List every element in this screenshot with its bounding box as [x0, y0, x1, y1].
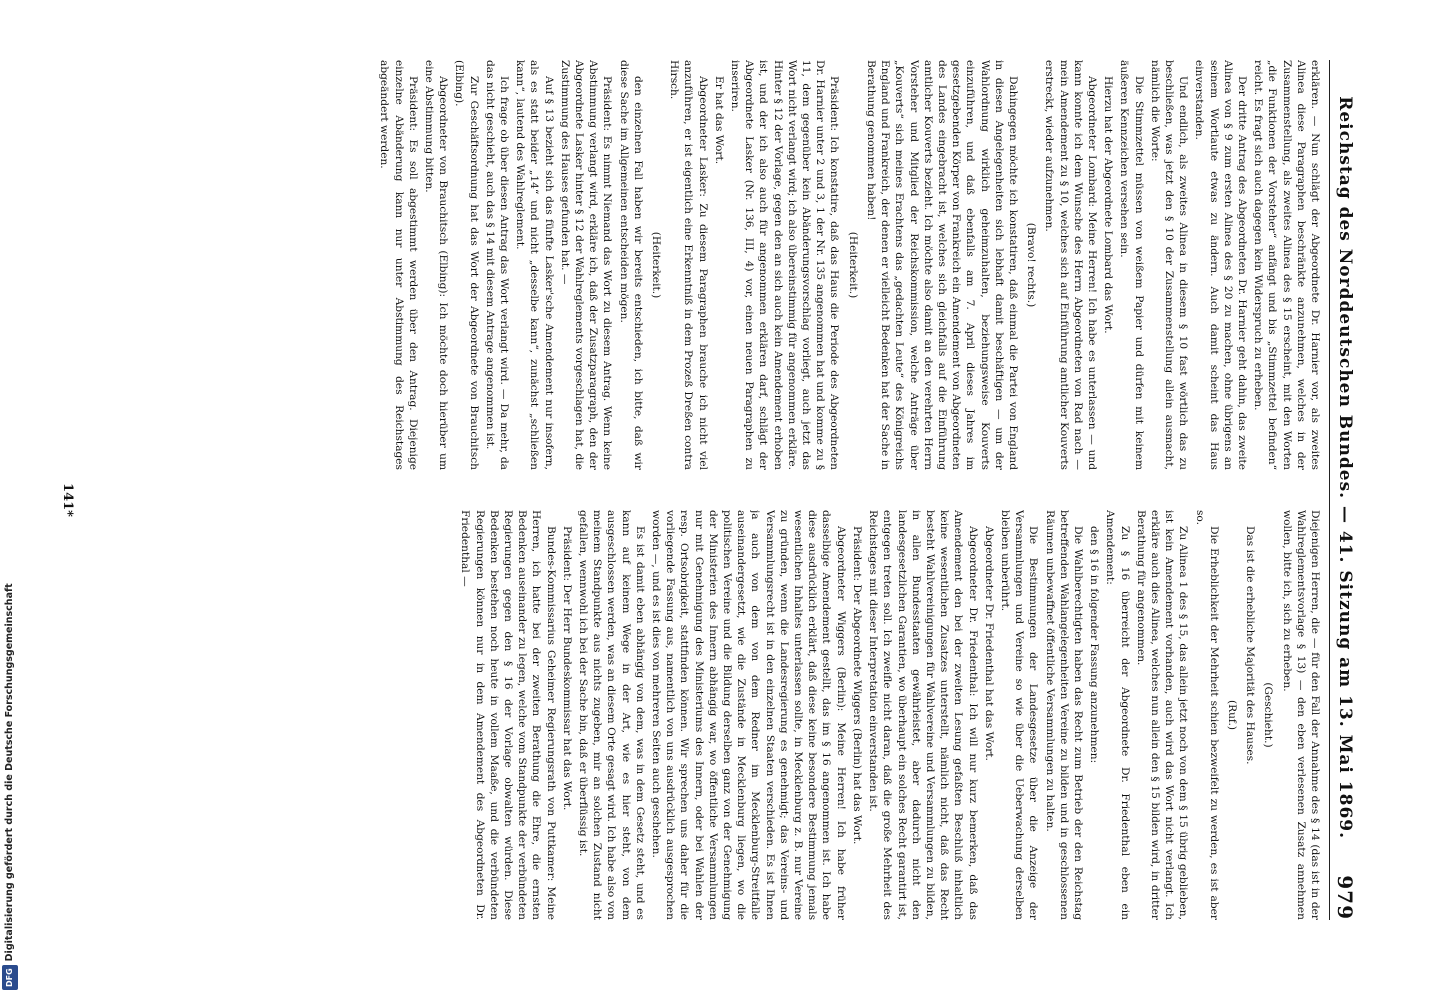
paragraph: Die Wahlberechtigten haben das Recht zum Betrieb der den Reichstag betreffenden Wahlangelegenheiten Vereine zu bilden und in geschlossenen Räumen unbewaffnet öffentliche Versammlungen zu halten.	[1043, 510, 1084, 920]
paragraph: Präsident: Der Abgeordnete Wiggers (Berlin) hat das Wort.	[850, 526, 863, 845]
paragraph: Präsident: Es nimmt Niemand das Wort zu diesem Antrag. Wenn keine Abstimmung verlangt wird, erkläre ich, daß der Zusatzparagraph, den der Abgeordnete Lasker hinter § 12 der Wahlreglements vorgeschlagen hat, die Zustimmung des Hauses gefunden hat. —	[558, 60, 614, 470]
paragraph: Der dritte Antrag des Abgeordneten Dr. Harnier geht dahin, das zweite Alinea von § 9 zum ersten Alinea des § 20 zu machen, ohne übrigens an seinem Wortlaute etwas zu ändern. Auch damit scheint das Haus einverstanden.	[1193, 60, 1248, 470]
paragraph: Hierzu hat der Abgeordnete Lombard das Wort.	[1102, 76, 1115, 334]
paragraph: Zur Geschäftsordnung hat das Wort der Abgeordnete von Brauchitsch (Elbing).	[453, 60, 480, 470]
signature-mark: 141*	[60, 483, 75, 517]
paragraph: Präsident: Es soll abgestimmt werden über den Antrag. Diejenige einzelne Abänderung kann nur unter Abstimmung des Reichstages abgeändert werden.	[378, 60, 419, 470]
stage-direction: (Ruf.)	[1225, 700, 1238, 730]
paragraph: Zu § 16 überreicht der Abgeordnete Dr. Friedenthal eben ein Amendement:	[1104, 510, 1131, 920]
paragraph: Die Erheblichkeit der Mehrheit schien bezweifelt zu werden, es ist aber so.	[1193, 510, 1220, 920]
paragraph: Er hat das Wort.	[712, 76, 725, 165]
paragraph: Abgeordneter von Brauchitsch (Elbing): Ich möchte doch hierüber um eine Abstimmung bitten.	[423, 60, 450, 470]
paragraph: Abgeordneter Dr. Friedenthal: Ich will nur kurz bemerken, daß das Amendement den bei der zweiten Lesung gefaßten Beschluß inhaltlich keine wesentlichen Zusatzes unterstellt, nämlich nicht, daß das Recht besteht Wahlvereinigungen für Wahlvereine und Versammlungen zu bilden, in allen Bundesstaaten gewährleistet, aber dadurch nicht den landesgesetzlichen Garantien, wo überhaupt ein solches Recht garantirt ist, entgegen treten soll. Ich zweifle nicht daran, daß die große Mehrheit des Reichstages mit dieser Interpretation einverstanden ist.	[867, 510, 979, 920]
dfg-logo-icon: DFG	[2, 965, 18, 990]
paragraph: Abgeordneter Lasker: Zu diesem Paragraphen brauche ich nicht viel anzuführen, er ist eigentlich eine Erkenntniß in dem Prozeß Dreßen contra Hirsch.	[668, 60, 709, 470]
paragraph: Die Stimmzettel müssen von weißem Papier und dürfen mit keinem äußeren Kennzeichen versehen sein.	[1118, 60, 1145, 470]
paragraph: den § 16 in folgender Fassung anzunehmen:	[1088, 526, 1101, 764]
paragraph: Diejenigen Herren, die — für den Fall der Annahme des § 14 (das ist in der Wahlreglementsvorlage § 13) — den eben verlesenen Zusatz annehmen wollen, bitte ich, sich zu erheben.	[1280, 510, 1321, 920]
paragraph: erklären. — Nun schlägt der Abgeordnete Dr. Harnier vor, als zweites Alinea diese Paragraphen beschränkte anzunehmen, welches in der Zusammenstellung, als zweites Alinea des § 15 erscheint, mit den Worten „die Funktionen der Vorsteher“ anfängt und bis „Stimmzettel befinden“ reicht. Es fragt sich auch dagegen kein Widerspruch zu erheben.	[1252, 60, 1321, 470]
paragraph: Die Bestimmungen der Landesgesetze über die Anzeige der Versammlungen und Vereine so wie über die Ueberwachung derselben bleiben unberührt.	[998, 510, 1040, 920]
paragraph: Es ist damit eben abhängig von dem, was in dem Gesetz steht, und es kann auf keinem Wege in der Art, wie es hier steht, von dem ausgeschlossen werden, was an diesem Orte gesagt wird. Ich habe also von meinem Standpunkte aus nichts zugeben, mir an solchen Zustand nicht gefallen, wennwohl ich bei der Sache bin, daß er überflüssig ist.	[577, 510, 646, 920]
paragraph: Präsident: Der Herr Bundeskommissar hat das Wort.	[560, 526, 573, 811]
left-text-column	[92, 60, 1322, 470]
stage-direction: (Heiterkeit.)	[650, 231, 663, 299]
stage-direction: (Bravo! rechts.)	[1025, 222, 1038, 308]
paragraph: den einzelnen Fall haben wir bereits entschieden, ich bitte, daß wir diese Sache im Allgemeinen entscheiden mögen.	[617, 60, 644, 470]
stage-direction: (Heiterkeit.)	[846, 231, 859, 299]
paragraph: Das ist die erhebliche Majorität des Hauses.	[1244, 526, 1257, 765]
header-rule	[1329, 60, 1330, 920]
paragraph: Zu Alinea 1 des § 15, das allein jetzt noch von dem § 15 übrig geblieben, ist kein Amendement vorhanden, auch wird das Wort nicht verlangt. Ich erkläre auch dies Alinea, welches nun allein den § 15 bilden wird, in dritter Berathung für angenommen.	[1134, 510, 1190, 920]
paragraph: Auf § 13 bezieht sich das fünfte Lasker'sche Amendement nur insofern, als es statt beider „14“ und nicht „desselbe kann“, zunächst „schließen kann“, lautend des Wahlreglement.	[514, 60, 555, 470]
paragraph: Dahingegen möchte ich konstatiren, daß einmal die Partei von England in diesen Angelegenheiten sich lebhaft damit beschäftigen — um der Wahlordnung wirklich geheimzuhalten, beziehungsweise Kouverts einzuführen, und daß ebenfalls am 7. April dieses Jahres im gesetzgebenden Körper von Frankreich ein Amendement von Abgeordneten des Landes eingebracht ist, welches sich gleichfalls auf die Einführung amtlicher Kouverts bezieht. Ich möchte also damit an den verehrten Herrn Vorsteher und Mitglied der Reichskommission, welche Anträge über „Kouverts“ sich meines Erachtens das „gedachten Leute“ des Königreichs England und Frankreich, der denen er vielleicht Bedenken hat der Sache in Berathung genommen haben!	[864, 60, 1019, 470]
right-text-column	[92, 510, 1322, 920]
paragraph: Und endlich, als zweites Alinea in diesem § 10 fast wörtlich das zu beschließen, was jetzt den § 10 der Zusammenstellung allein ausmacht, nämlich die Worte:	[1148, 60, 1190, 470]
running-header	[1330, 60, 1360, 920]
paragraph: Abgeordneter Dr. Friedenthal hat das Wort.	[982, 526, 995, 761]
paragraph: Präsident: Ich konstatire, daß das Haus die Periode des Abgeordneten Dr. Harnier unter 2 und 3, 1 der Nr. 135 angenommen hat und komme zu § 11, dem gegenüber kein Abänderungsvorschlag vorliegt, auch jetzt das Wort nicht verlangt wird; ich also übereinstimmig für angenommen erkläre. Hinter § 12 der Vorlage, gegen den an sich auch kein Amendement erhoben ist, und der ich also auch für angenommen erklären darf, schlägt der Abgeordnete Lasker (Nr. 136, III, 4) vor, einen neuen Paragraphen zu inseriren.	[729, 60, 841, 470]
digitization-credit	[2, 583, 18, 990]
paragraph: Abgeordneter Wiggers (Berlin): Meine Herren! Ich habe früher dasselbige Amendement gestellt, das im § 16 angenommen ist. Ich habe diese ausdrücklich erklärt, daß diese keine besondere Bestimmung jemals wesentlichen Inhaltes unterlassen sollte, in Mecklenburg z. B. nur Vereine zu gründen, wenn die Landesregierung es genehmigt; das Vereins- und Versammlungsrecht ist in den einzelnen Staaten verschieden. Es ist Ihnen ja auch von dem von dem Redner im Mecklenburg-Streitfalle auseinandergesetzt, wie die Zustände in Mecklenburg liegen, wo die politischen Vereine und die Bildung derselben ganz von der Genehmigung der Ministerien des Innern abhängig war, wo öffentliche Versammlungen nur mit Genehmigung des Ministeriums des Innern, oder bei Wahlen der resp. Ortsobrigkeit, stattfinden können. Wir sprechen uns daher für die vorliegende Fassung aus, namentlich von uns ausdrücklich ausgesprochen worden —, und es ist dies von mehreren Seiten auch geschehen.	[650, 510, 847, 920]
credit-text: Digitalisierung gefördert durch die Deutsche Forschungsgemeinschaft	[4, 583, 15, 962]
paragraph: Ich frage ob über diesen Antrag das Wort verlangt wird. — Da mehr, da das nicht geschieht, auch das § 14 mit diesem Antrage angenommen ist.	[483, 60, 511, 470]
paragraph: Bundes-Kommissarius Geheimer Regierungsrath von Puttkamer: Meine Herren, ich hatte bei der zweiten Berathung die Ehre, die ernsten Bedenken auseinander zu legen, welche vom Standpunkte der verbündeten Regierungen gegen den § 16 der Vorlage obwalten würden. Diese Bedenken bestehen noch heute in vollem Maaße, und die verbündeten Regierungen können nur in dem Amendement des Abgeordneten Dr. Friedenthal —	[459, 510, 557, 920]
page-number: 979	[1333, 875, 1357, 920]
stage-direction: (Geschieht.)	[1262, 682, 1275, 748]
header-title: Reichstag des Norddeutschen Bundes. — 41. Sitzung am 13. Mai 1869.	[1335, 96, 1355, 840]
paragraph: Abgeordneter Lombard: Meine Herren! Ich habe es unterlassen — und kann konnte ich dem Wunsche des Herrn Abgeordneten von Rad nach — mein Amendement zu § 10, welches sich auf Einführung amtlicher Kouverts erstreckt, wieder aufzunehmen.	[1043, 60, 1098, 470]
